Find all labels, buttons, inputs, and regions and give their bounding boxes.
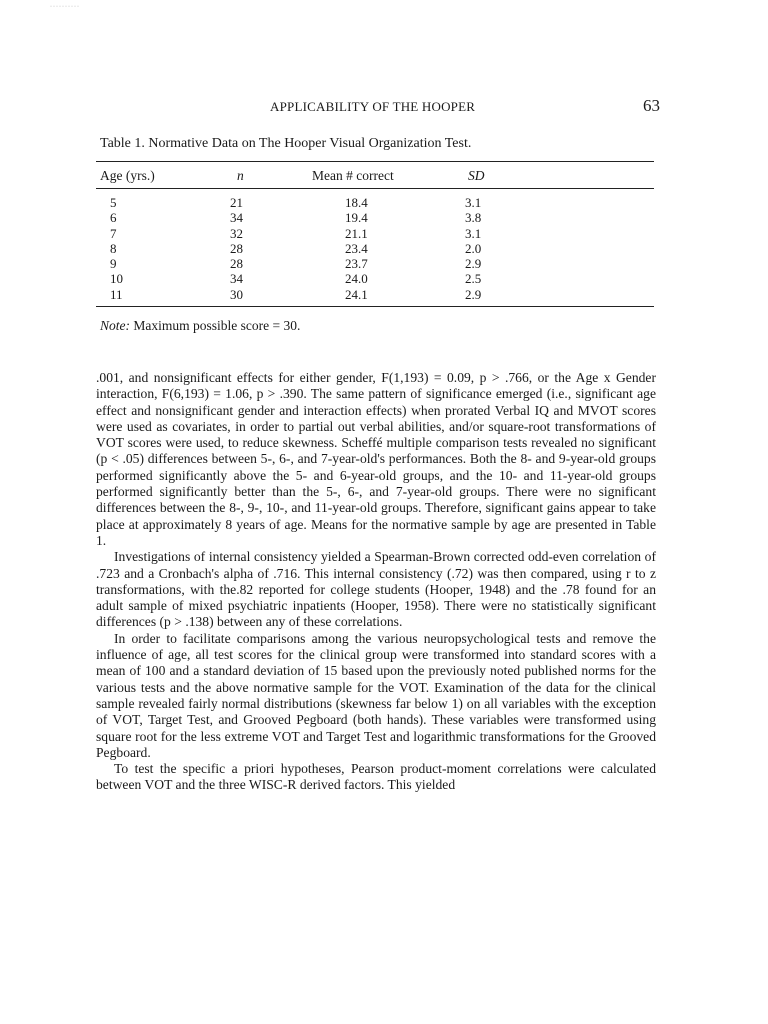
- cell-n: 34: [230, 271, 243, 287]
- cell-age: 8: [110, 240, 117, 256]
- column-header-sd: SD: [468, 168, 485, 183]
- cell-age: 11: [110, 286, 123, 302]
- cell-sd: 3.1: [465, 195, 482, 210]
- table-note-text: Maximum possible score = 30.: [130, 318, 301, 333]
- table-bottom-rule: [96, 306, 654, 307]
- cell-sd: 3.1: [465, 225, 482, 241]
- normative-data-table: [96, 161, 654, 307]
- cell-age: 9: [110, 256, 117, 272]
- table-row: [96, 241, 654, 256]
- cell-age: 7: [110, 225, 117, 241]
- cell-n: 32: [230, 225, 243, 241]
- cell-age: 6: [110, 210, 117, 226]
- cell-n: 28: [230, 256, 243, 272]
- paragraph: .001, and nonsignificant effects for either gender, F(1,193) = 0.09, p > .766, or the Age x Gender interaction, F(6,193) = 1.06, p > .390. The same pattern of significance emerged (i.e., significant age effect and nonsignificant gender and interaction effects) when prorated Verbal IQ and MVOT scores were used as covariates, in order to partial out verbal abilities, and/or square-root transformations of VOT scores were used, to reduce skewness. Scheffé multiple comparison tests revealed no significant (p < .05) differences between 5-, 6-, and 7-year-old's performances. Both the 8- and 9-year-old groups performed significantly above the 5- and 6-year-old groups, and the 10- and 11-year-old groups performed significantly better than the 5-, 6-, and 7-year-old groups. There were no significant differences between the 8-, 9-, 10-, and 11-year-old groups. Therefore, significant gains appear to take place at approximately 8 years of age. Means for the normative sample by age are presented in Table 1.: [96, 370, 656, 548]
- page-header: [270, 96, 660, 116]
- running-head: APPLICABILITY OF THE HOOPER: [270, 99, 476, 114]
- table-row: [96, 210, 654, 225]
- column-header-age: Age (yrs.): [100, 168, 155, 183]
- cell-mean: 24.1: [345, 286, 368, 302]
- cell-age: 5: [110, 195, 117, 210]
- paragraph: Investigations of internal consistency yielded a Spearman-Brown corrected odd-even correlation of .723 and a Cronbach's alpha of .716. This internal consistency (.72) was then compared, using r to z transformations, with the.82 reported for college students (Hooper, 1948) and the .78 found for an adult sample of mixed psychiatric inpatients (Hooper, 1958). There were no statistically significant differences (p > .138) between any of these correlations.: [96, 549, 656, 630]
- cell-sd: 2.0: [465, 240, 482, 256]
- cell-mean: 23.4: [345, 240, 368, 256]
- cell-age: 10: [110, 271, 123, 287]
- cell-sd: 2.9: [465, 256, 482, 272]
- table-note: [100, 318, 300, 334]
- table-body: [96, 189, 654, 306]
- table-caption: Table 1. Normative Data on The Hooper Visual Organization Test.: [100, 136, 472, 151]
- page-number: 63: [643, 96, 660, 115]
- table-row: [96, 256, 654, 271]
- paragraph: In order to facilitate comparisons among the various neuropsychological tests and remove the influence of age, all test scores for the clinical group were transformed into standard scores with a mean of 100 and a standard deviation of 15 based upon the previously noted published norms for the various tests and the above normative sample for the VOT. Examination of the data for the clinical sample revealed fairly normal distributions (skewness far below 1) on all variables with the exception of VOT, Target Test, and Grooved Pegboard (both hands). These variables were transformed using square root for the less extreme VOT and Target Test and logarithmic transformations for the Grooved Pegboard.: [96, 630, 656, 760]
- column-header-n: n: [237, 168, 244, 183]
- table-header-row: [96, 162, 654, 188]
- cell-mean: 24.0: [345, 271, 368, 287]
- cell-sd: 2.5: [465, 271, 482, 287]
- cell-sd: 2.9: [465, 286, 482, 302]
- cell-mean: 19.4: [345, 210, 368, 226]
- cell-mean: 21.1: [345, 225, 368, 241]
- scan-artifact: ··········: [50, 4, 80, 10]
- paragraph: To test the specific a priori hypotheses, Pearson product-moment correlations were calculated between VOT and the three WISC-R derived factors. This yielded: [96, 761, 656, 793]
- cell-n: 28: [230, 240, 243, 256]
- cell-n: 21: [230, 195, 243, 210]
- cell-mean: 23.7: [345, 256, 368, 272]
- cell-n: 30: [230, 286, 243, 302]
- cell-mean: 18.4: [345, 195, 368, 210]
- column-header-mean: Mean # correct: [312, 168, 394, 183]
- table-row: [96, 271, 654, 286]
- cell-sd: 3.8: [465, 210, 482, 226]
- table-row: [96, 287, 654, 302]
- table-row: [96, 226, 654, 241]
- table-row: [96, 195, 654, 210]
- body-text: [96, 370, 656, 794]
- cell-n: 34: [230, 210, 243, 226]
- table-note-label: Note:: [100, 318, 130, 333]
